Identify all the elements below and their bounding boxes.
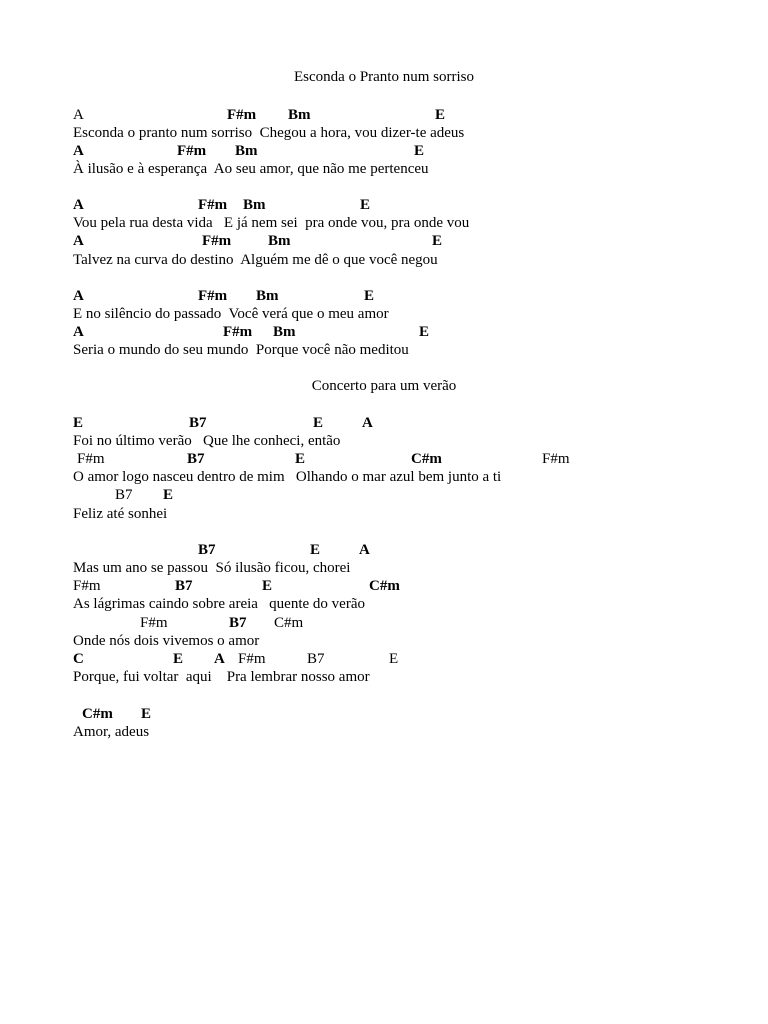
lyric-line: [0, 341, 768, 359]
chord: C#m: [82, 706, 113, 722]
lyric-text: Foi no último verão Que lhe conheci, então: [73, 433, 341, 449]
lyric-line: [0, 723, 768, 741]
chord-line: [0, 705, 768, 723]
chord: A: [73, 233, 84, 249]
chord: B7: [115, 487, 133, 503]
lyric-line: [0, 432, 768, 450]
chord: F#m: [140, 615, 168, 631]
chord: Bm: [268, 233, 291, 249]
chord: A: [359, 542, 370, 558]
lyric-text: À ilusão e à esperança Ao seu amor, que não me pertenceu: [73, 161, 429, 177]
chord: E: [389, 651, 399, 667]
chord: C#m: [411, 451, 442, 467]
chord: F#m: [198, 288, 228, 304]
chord-line: [0, 486, 768, 504]
chord-line: [0, 142, 768, 160]
chord: B7: [175, 578, 193, 594]
chord: F#m: [77, 451, 105, 467]
chord: B7: [307, 651, 325, 667]
chord: F#m: [177, 143, 207, 159]
lyric-text: Feliz até sonhei: [73, 506, 168, 522]
chord: E: [141, 706, 152, 722]
lyric-line: [0, 305, 768, 323]
chord: F#m: [202, 233, 232, 249]
chord: Bm: [273, 324, 296, 340]
chord: F#m: [227, 107, 257, 123]
chord: A: [73, 324, 84, 340]
chord: F#m: [223, 324, 253, 340]
chord-line: [0, 577, 768, 595]
chord: B7: [187, 451, 205, 467]
chord: A: [362, 415, 373, 431]
lyric-text: As lágrimas caindo sobre areia quente do verão: [73, 596, 365, 612]
chord: Bm: [256, 288, 279, 304]
chord-line: [0, 614, 768, 632]
lyric-line: [0, 214, 768, 232]
lyric-line: [0, 595, 768, 613]
chord: B7: [189, 415, 207, 431]
lyric-text: Amor, adeus: [73, 724, 150, 740]
chord-line: [0, 232, 768, 250]
lyric-text: Porque, fui voltar aqui Pra lembrar nosso amor: [73, 669, 370, 685]
chord: A: [73, 143, 84, 159]
chord: E: [163, 487, 174, 503]
lyric-text: Talvez na curva do destino Alguém me dê o que você negou: [73, 252, 438, 268]
chord: E: [310, 542, 321, 558]
chord: C#m: [369, 578, 400, 594]
chord: Bm: [235, 143, 258, 159]
chord-line: [0, 450, 768, 468]
chord: E: [262, 578, 273, 594]
lyric-line: [0, 505, 768, 523]
chord: F#m: [73, 578, 101, 594]
chord-line: [0, 650, 768, 668]
chord: C#m: [274, 615, 304, 631]
chord: A: [73, 197, 84, 213]
lyric-text: Seria o mundo do seu mundo Porque você não meditou: [73, 342, 409, 358]
song-title: Concerto para um verão: [311, 378, 457, 394]
chord: A: [73, 107, 84, 123]
chord: E: [313, 415, 324, 431]
lyric-text: Esconda o pranto num sorriso Chegou a hora, vou dizer-te adeus: [73, 125, 465, 141]
chord-line: [0, 287, 768, 305]
lyric-text: Onde nós dois vivemos o amor: [73, 633, 260, 649]
chord: Bm: [243, 197, 266, 213]
chord: E: [364, 288, 375, 304]
chord-line: [0, 196, 768, 214]
lyric-text: Mas um ano se passou Só ilusão ficou, chorei: [73, 560, 351, 576]
chord: A: [73, 288, 84, 304]
chord: E: [432, 233, 443, 249]
chord-line: [0, 541, 768, 559]
chord: F#m: [198, 197, 228, 213]
chord: E: [435, 107, 446, 123]
chord: E: [295, 451, 306, 467]
chord: C: [73, 651, 84, 667]
lyric-line: [0, 468, 768, 486]
chord: E: [414, 143, 425, 159]
lyric-text: E no silêncio do passado Você verá que o meu amor: [73, 306, 389, 322]
lyric-line: [0, 124, 768, 142]
chord: A: [214, 651, 225, 667]
chord: F#m: [238, 651, 266, 667]
chord: B7: [229, 615, 247, 631]
lyric-line: [0, 251, 768, 269]
lyric-line: [0, 160, 768, 178]
chord: E: [173, 651, 184, 667]
chord-line: [0, 323, 768, 341]
chord-line: [0, 414, 768, 432]
lyric-text: O amor logo nasceu dentro de mim Olhando o mar azul bem junto a ti: [73, 469, 502, 485]
lyric-text: Vou pela rua desta vida E já nem sei pra onde vou, pra onde vou: [73, 215, 470, 231]
chord: E: [419, 324, 430, 340]
lyric-line: [0, 632, 768, 650]
chord-line: [0, 106, 768, 124]
lyric-line: [0, 668, 768, 686]
chord: E: [73, 415, 84, 431]
song-title: Esconda o Pranto num sorriso: [294, 69, 474, 85]
chord: B7: [198, 542, 216, 558]
chord: Bm: [288, 107, 311, 123]
chord: E: [360, 197, 371, 213]
lyric-line: [0, 559, 768, 577]
chord: F#m: [542, 451, 570, 467]
